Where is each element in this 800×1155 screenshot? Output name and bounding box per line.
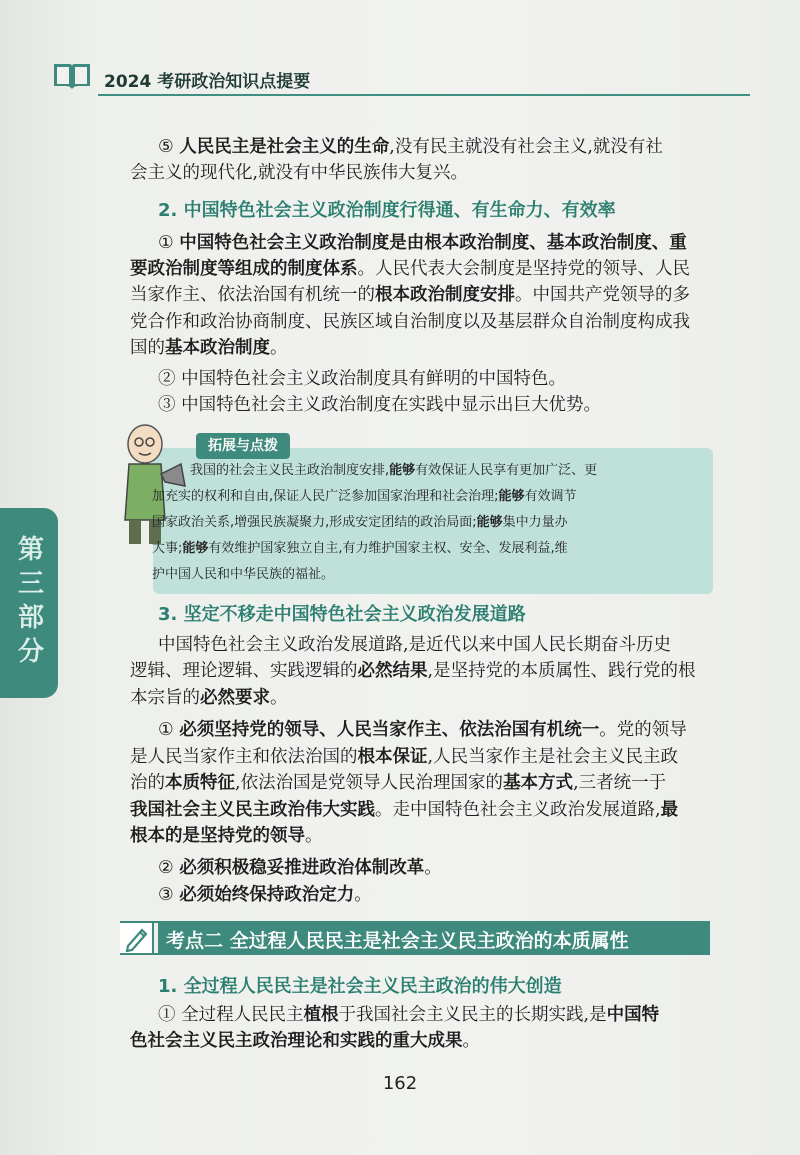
- text-run: 党合作和政治协商制度、民族区域自治制度以及基层群众自治制度构成我: [130, 312, 690, 332]
- callout-line: [152, 484, 707, 510]
- body-line: [130, 685, 712, 711]
- page-header: [50, 58, 750, 98]
- text-run: 。党的领导: [599, 720, 687, 740]
- body-line: [158, 366, 712, 392]
- book-icon: [50, 58, 94, 92]
- bold-text-run: 根本保证: [357, 747, 428, 767]
- text-run: 国的: [130, 338, 165, 358]
- callout-line: [152, 536, 707, 562]
- subheading: 2. 中国特色社会主义政治制度行得通、有生命力、有效率: [158, 200, 616, 221]
- text-run: 有效维护国家独立自主,有力维护国家主权、安全、发展利益,维: [208, 541, 568, 556]
- bold-text-run: 必须始终保持政治定力: [179, 885, 355, 905]
- text-run: 逻辑、理论逻辑、实践逻辑的: [130, 661, 358, 681]
- text-run: ② 中国特色社会主义政治制度具有鲜明的中国特色。: [158, 369, 567, 389]
- section-banner-text: 考点二 全过程人民民主是社会主义民主政治的本质属性: [166, 930, 629, 952]
- text-run: 大事;: [152, 541, 183, 556]
- text-run: 有效调节: [524, 489, 577, 504]
- bold-text-run: 色社会主义民主政治理论和实践的重大成果: [130, 1031, 463, 1051]
- text-run: 有效保证人民享有更加广泛、更: [415, 463, 598, 478]
- bold-text-run: 能够: [476, 515, 503, 530]
- bold-text-run: 能够: [182, 541, 209, 556]
- bold-text-run: 能够: [498, 489, 525, 504]
- text-run: 。人民代表大会制度是坚持党的领导、人民: [357, 259, 690, 279]
- text-run: ①: [158, 720, 180, 740]
- body-line: [158, 882, 712, 908]
- bold-text-run: 要政治制度等组成的制度体系: [130, 259, 358, 279]
- text-run: 加充实的权利和自由,保证人民广泛参加国家治理和社会治理;: [152, 489, 499, 504]
- body-line: [130, 282, 712, 308]
- bold-text-run: 最: [660, 800, 679, 820]
- text-run: 集中力量办: [502, 515, 568, 530]
- part-side-tab-label: 第三部分: [13, 535, 44, 671]
- text-run: 。: [424, 858, 442, 878]
- text-run: 。: [270, 688, 288, 708]
- bold-text-run: 基本方式: [503, 773, 574, 793]
- pencil-icon: [122, 924, 152, 952]
- text-run: 。: [305, 826, 323, 846]
- text-run: 。: [354, 885, 372, 905]
- bold-text-run: 能够: [389, 463, 416, 478]
- body-line: [158, 855, 712, 881]
- bold-text-run: 本质特征: [165, 773, 235, 793]
- body-line: [130, 797, 712, 823]
- text-run: 。中国共产党领导的多: [515, 285, 690, 305]
- bold-text-run: 我国社会主义民主政治伟大实践: [130, 800, 375, 820]
- bold-text-run: 中国特: [606, 1005, 660, 1025]
- body-line: [158, 717, 712, 743]
- subheading: 1. 全过程人民民主是社会主义民主政治的伟大创造: [158, 976, 562, 997]
- text-run: 护中国人民和中华民族的福祉。: [152, 567, 335, 582]
- body-line: [130, 744, 712, 770]
- text-run: ,人民当家作主是社会主义民主政: [427, 747, 679, 767]
- bold-text-run: 必然结果: [357, 661, 428, 681]
- body-line: [158, 230, 712, 256]
- body-line: [158, 632, 712, 658]
- body-line: [130, 658, 712, 684]
- body-line: [130, 335, 712, 361]
- subheading: 3. 坚定不移走中国特色社会主义政治发展道路: [158, 604, 526, 625]
- text-run: 治的: [130, 773, 165, 793]
- bold-text-run: 基本政治制度: [165, 338, 270, 358]
- bold-text-run: 必须坚持党的领导、人民当家作主、依法治国有机统一: [179, 720, 600, 740]
- header-title: 2024 考研政治知识点提要: [104, 72, 311, 92]
- bold-text-run: 植根: [303, 1005, 339, 1025]
- body-line: [130, 823, 712, 849]
- text-run: ③: [158, 885, 180, 905]
- bold-text-run: 根本的是坚持党的领导: [130, 826, 305, 846]
- text-run: 。: [462, 1031, 480, 1051]
- body-line: [130, 770, 712, 796]
- text-run: 会主义的现代化,就没有中华民族伟大复兴。: [130, 163, 469, 183]
- text-run: 是人民当家作主和依法治国的: [130, 747, 358, 767]
- body-line: [130, 309, 712, 335]
- body-line: [130, 256, 712, 282]
- header-rule: [98, 94, 750, 96]
- text-run: ⑤: [158, 137, 180, 157]
- text-run: 本宗旨的: [130, 688, 200, 708]
- text-run: 中国特色社会主义政治发展道路,是近代以来中国人民长期奋斗历史: [158, 635, 672, 655]
- banner-icon-box: [120, 923, 154, 953]
- text-run: ②: [158, 858, 180, 878]
- part-side-tab: [0, 508, 58, 698]
- bold-text-run: 人民民主是社会主义的生命: [179, 137, 390, 157]
- text-run: 。走中国特色社会主义政治发展道路,: [375, 800, 661, 820]
- body-line: [130, 160, 712, 186]
- callout-line: [152, 510, 707, 536]
- callout-line: [152, 562, 707, 588]
- page-number: 162: [382, 1073, 418, 1094]
- text-run: ,三者统一于: [573, 773, 667, 793]
- bold-text-run: 必须积极稳妥推进政治体制改革: [179, 858, 425, 878]
- text-run: ,依法治国是党领导人民治理国家的: [235, 773, 504, 793]
- body-line: [158, 1002, 712, 1028]
- section-banner: [120, 921, 710, 955]
- text-run: ①: [158, 233, 180, 253]
- text-run: ,没有民主就没有社会主义,就没有社: [389, 137, 663, 157]
- text-run: ,是坚持党的本质属性、践行党的根: [427, 661, 696, 681]
- body-line: [158, 134, 712, 160]
- callout-line: [190, 458, 705, 484]
- bold-text-run: 中国特色社会主义政治制度是由根本政治制度、基本政治制度、重: [179, 233, 687, 253]
- body-line: [130, 1028, 712, 1054]
- text-run: 于我国社会主义民主的长期实践,是: [338, 1005, 607, 1025]
- bold-text-run: 根本政治制度安排: [375, 285, 515, 305]
- body-line: [158, 392, 712, 418]
- text-run: 我国的社会主义民主政治制度安排,: [190, 463, 390, 478]
- text-run: 国家政治关系,增强民族凝聚力,形成安定团结的政治局面;: [152, 515, 477, 530]
- bold-text-run: 必然要求: [200, 688, 270, 708]
- text-run: ③ 中国特色社会主义政治制度在实践中显示出巨大优势。: [158, 395, 602, 415]
- text-run: 当家作主、依法治国有机统一的: [130, 285, 375, 305]
- text-run: 。: [270, 338, 288, 358]
- callout-label: 拓展与点拨: [196, 433, 290, 459]
- text-run: ① 全过程人民民主: [158, 1005, 304, 1025]
